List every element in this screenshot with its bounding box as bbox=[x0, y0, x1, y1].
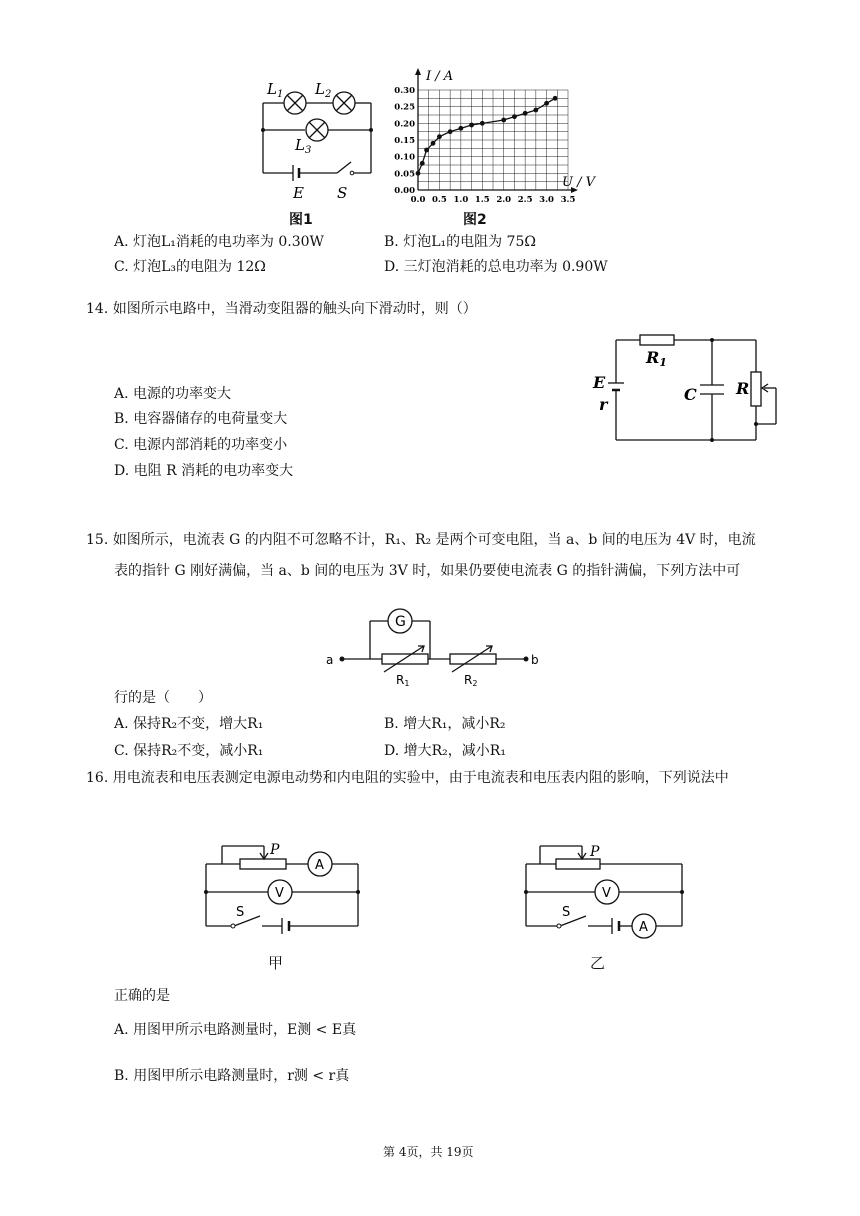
q16-caption-jia: 甲 bbox=[268, 954, 284, 972]
data-point bbox=[544, 101, 549, 106]
fig1-label-l3: $L_3$ bbox=[295, 136, 312, 156]
figure-1-circuit bbox=[255, 78, 385, 203]
y-tick-label: 0.00 bbox=[394, 186, 415, 196]
q15-option-b: B. 增大R₁，减小R₂ bbox=[384, 716, 506, 732]
q15-line-3: 行的是（ ） bbox=[114, 690, 212, 706]
q16-circuit-jia bbox=[198, 840, 368, 936]
q14-label-r-big: R bbox=[736, 379, 750, 398]
q15-option-c: C. 保持R₂不变，减小R₁ bbox=[114, 743, 264, 759]
q15-option-a: A. 保持R₂不变，增大R₁ bbox=[114, 716, 264, 732]
q13-option-d: D. 三灯泡消耗的总电功率为 0.90W bbox=[384, 259, 608, 275]
q16-question: 16. 用电流表和电压表测定电源电动势和内电阻的实验中，由于电流表和电压表内阻的影响，下列说法中 bbox=[86, 770, 729, 786]
y-tick-label: 0.15 bbox=[394, 136, 415, 146]
x-axis-label: U / V bbox=[562, 175, 595, 190]
y-tick-label: 0.30 bbox=[394, 86, 415, 96]
x-tick-label: 1.0 bbox=[453, 195, 469, 205]
q13-option-a: A. 灯泡L₁消耗的电功率为 0.30W bbox=[114, 234, 324, 250]
jia-label-a: A bbox=[315, 858, 324, 873]
figure-2-iu-chart bbox=[378, 62, 595, 212]
data-point bbox=[553, 96, 558, 101]
fig1-label-l2: $L_2$ bbox=[315, 80, 332, 100]
data-point bbox=[420, 161, 425, 166]
q14-option-c: C. 电源内部消耗的功率变小 bbox=[114, 437, 288, 453]
q16-option-b: B. 用图甲所示电路测量时，r测 < r真 bbox=[114, 1068, 350, 1084]
q16-option-a: A. 用图甲所示电路测量时，E测 < E真 bbox=[114, 1022, 357, 1038]
x-tick-label: 0.5 bbox=[432, 195, 447, 205]
data-point bbox=[458, 126, 463, 131]
x-tick-label: 3.5 bbox=[560, 195, 576, 205]
y-tick-label: 0.20 bbox=[394, 119, 415, 130]
x-tick-label: 2.0 bbox=[496, 195, 512, 205]
x-tick-label: 2.5 bbox=[517, 195, 533, 205]
fig1-label-l1: $L_1$ bbox=[267, 80, 284, 100]
q13-option-c: C. 灯泡L₃的电阻为 12Ω bbox=[114, 259, 266, 275]
data-point bbox=[416, 171, 421, 176]
q14-option-d: D. 电阻 R 消耗的电功率变大 bbox=[114, 463, 294, 479]
q15-label-a: a bbox=[326, 653, 334, 667]
data-point bbox=[437, 134, 442, 139]
q16-circuit-yi bbox=[520, 840, 692, 940]
q16-after-figure: 正确的是 bbox=[114, 988, 170, 1004]
data-point bbox=[480, 121, 485, 126]
q15-line-1: 15. 如图所示，电流表 G 的内阻不可忽略不计，R₁、R₂ 是两个可变电阻，当 a、b 间的电压为 4V 时，电流 bbox=[86, 532, 756, 548]
yi-label-p: P bbox=[590, 844, 600, 860]
figure-2-caption: 图2 bbox=[463, 212, 487, 228]
jia-label-s: S bbox=[236, 905, 245, 920]
q15-label-r1: R1 bbox=[396, 673, 410, 688]
yi-label-a: A bbox=[639, 920, 648, 935]
data-point bbox=[424, 148, 429, 153]
data-point bbox=[448, 129, 453, 134]
y-tick-label: 0.10 bbox=[394, 152, 415, 163]
data-point bbox=[431, 141, 436, 146]
q15-label-r2: R2 bbox=[464, 673, 478, 688]
data-point bbox=[533, 108, 538, 113]
q15-label-b: b bbox=[531, 653, 539, 667]
data-point bbox=[469, 123, 474, 128]
fig1-label-e: E bbox=[293, 184, 304, 202]
q14-option-a: A. 电源的功率变大 bbox=[114, 386, 232, 402]
q14-circuit-figure bbox=[588, 328, 788, 448]
jia-label-v: V bbox=[275, 886, 284, 901]
x-tick-label: 0.0 bbox=[410, 195, 426, 205]
data-point bbox=[512, 114, 517, 119]
y-axis-label: I / A bbox=[426, 69, 454, 84]
q15-option-d: D. 增大R₂，减小R₁ bbox=[384, 743, 506, 759]
x-tick-label: 1.5 bbox=[474, 195, 490, 205]
q14-question: 14. 如图所示电路中，当滑动变阻器的触头向下滑动时，则（） bbox=[86, 301, 477, 317]
q14-label-r: r bbox=[599, 395, 608, 414]
data-point bbox=[523, 111, 528, 116]
q14-label-r1: R1 bbox=[646, 348, 667, 369]
y-tick-label: 0.25 bbox=[394, 102, 415, 113]
q15-line-2: 表的指针 G 刚好满偏，当 a、b 间的电压为 3V 时，如果仍要使电流表 G 的指针满偏，下列方法中可 bbox=[114, 563, 741, 579]
jia-label-p: P bbox=[270, 842, 280, 858]
q15-circuit-figure bbox=[320, 602, 550, 690]
yi-label-v: V bbox=[602, 886, 611, 901]
yi-label-s: S bbox=[562, 905, 571, 920]
q14-option-b: B. 电容器储存的电荷量变大 bbox=[114, 411, 288, 427]
q14-label-c: C bbox=[684, 385, 697, 404]
q14-label-e: E bbox=[593, 373, 606, 392]
fig1-label-s: S bbox=[337, 184, 348, 202]
y-tick-label: 0.05 bbox=[394, 169, 415, 180]
figure-1-caption: 图1 bbox=[289, 212, 313, 228]
y-axis-arrow bbox=[415, 68, 421, 75]
q13-option-b: B. 灯泡L₁的电阻为 75Ω bbox=[384, 234, 536, 250]
data-point bbox=[501, 118, 506, 123]
q16-caption-yi: 乙 bbox=[590, 954, 606, 972]
q15-label-g: G bbox=[395, 614, 406, 630]
x-tick-label: 3.0 bbox=[539, 195, 554, 205]
page-footer: 第 4页，共 19页 bbox=[383, 1145, 474, 1159]
